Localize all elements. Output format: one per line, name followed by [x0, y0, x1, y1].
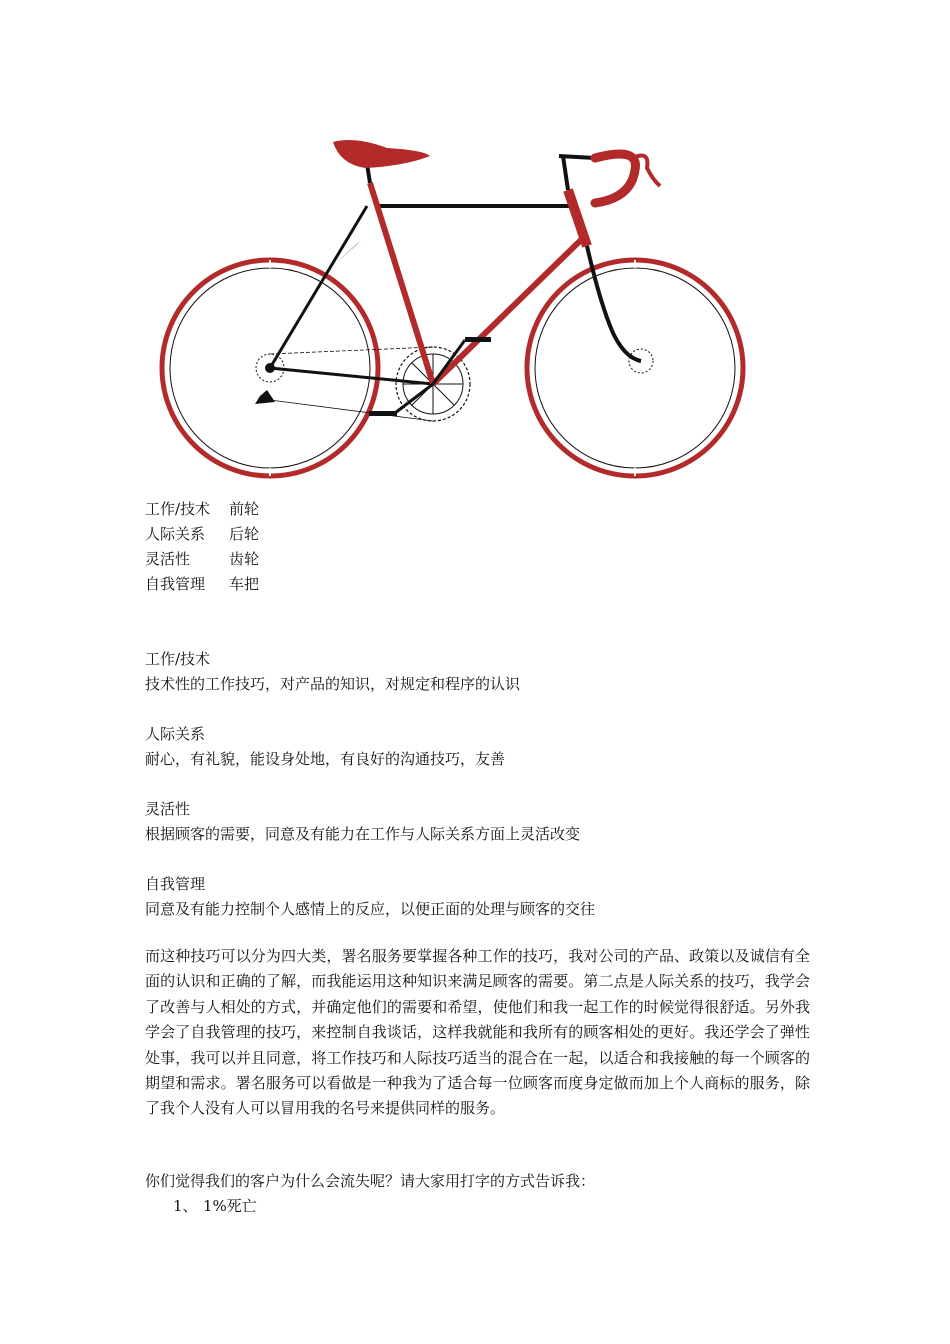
mapping-part: 车把 — [229, 575, 260, 593]
mapping-skill: 人际关系 — [145, 525, 206, 543]
bicycle-icon — [155, 128, 755, 483]
definition-description: 技术性的工作技巧，对产品的知识，对规定和程序的认识 — [145, 675, 521, 693]
definition-item — [145, 872, 810, 922]
definition-item — [145, 647, 810, 697]
mapping-row — [145, 547, 810, 572]
definition-title: 工作/技术 — [145, 650, 211, 668]
skill-part-mapping — [145, 497, 810, 597]
body-paragraph: 而这种技巧可以分为四大类，署名服务要掌握各种工作的技巧，我对公司的产品、政策以及诚信有全面的认识和正确的了解，而我能运用这种知识来满足顾客的需要。第二点是人际关系的技巧，我学会了改善与人相处的方式，并确定他们的需要和希望，使他们和我一起工作的时候觉得很舒适。另外我学会了自我管理的技巧，来控制自我谈话，这样我就能和我所有的顾客相处的更好。我还学会了弹性处事，我可以并且同意，将工作技巧和人际技巧适当的混合在一起，以适合和我接触的每一个顾客的期望和需求。署名服务可以看做是一种我为了适合每一位顾客而度身定做而加上个人商标的服务，除了我个人没有人可以冒用我的名号来提供同样的服务。 — [145, 947, 810, 1118]
mapping-part: 前轮 — [229, 500, 260, 518]
definition-title: 自我管理 — [145, 875, 206, 893]
definition-description: 耐心，有礼貌，能设身处地，有良好的沟通技巧，友善 — [145, 750, 506, 768]
definition-item — [145, 722, 810, 772]
mapping-skill: 自我管理 — [145, 575, 206, 593]
list-text: 1%死亡 — [203, 1197, 257, 1215]
question-text: 你们觉得我们的客户为什么会流失呢？请大家用打字的方式告诉我： — [145, 1172, 596, 1190]
mapping-row — [145, 522, 810, 547]
mapping-skill: 工作/技术 — [145, 500, 211, 518]
mapping-part: 后轮 — [229, 525, 260, 543]
question-section — [145, 1169, 810, 1219]
skill-definitions — [145, 647, 810, 947]
list-item — [145, 1194, 810, 1219]
definition-description: 根据顾客的需要，同意及有能力在工作与人际关系方面上灵活改变 — [145, 825, 581, 843]
mapping-skill: 灵活性 — [145, 550, 191, 568]
definition-description: 同意及有能力控制个人感情上的反应，以便正面的处理与顾客的交往 — [145, 900, 596, 918]
mapping-row — [145, 497, 810, 522]
list-number: 1、 — [173, 1197, 198, 1215]
definition-item — [145, 797, 810, 847]
definition-title: 人际关系 — [145, 725, 206, 743]
mapping-row — [145, 572, 810, 597]
mapping-part: 齿轮 — [229, 550, 260, 568]
definition-title: 灵活性 — [145, 800, 191, 818]
front-wheel — [527, 260, 743, 476]
